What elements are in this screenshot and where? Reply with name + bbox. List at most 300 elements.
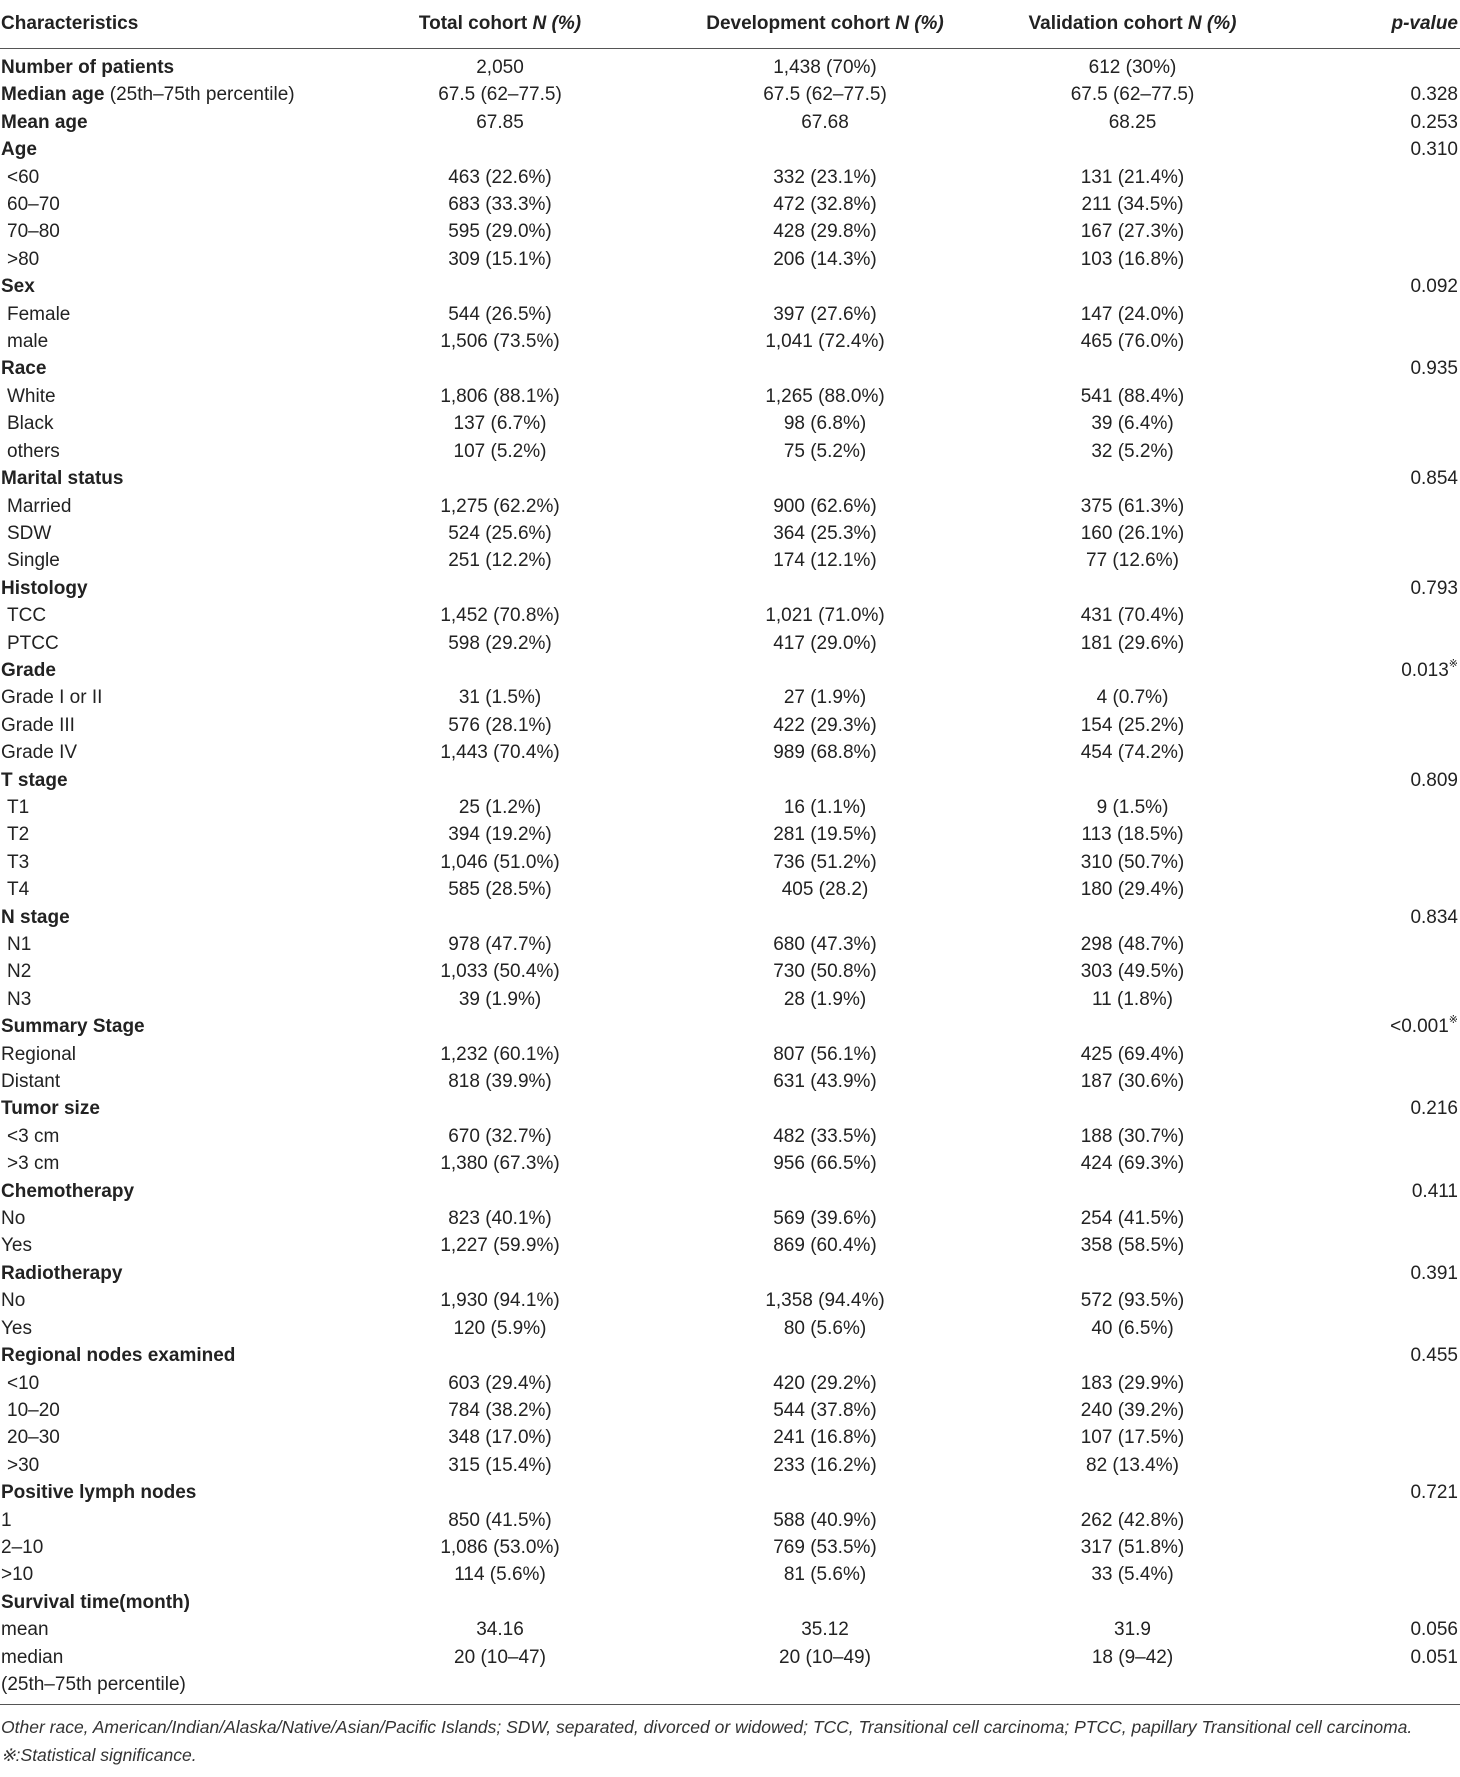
row-label: 20–30	[7, 1427, 60, 1449]
cell-validation	[970, 657, 1295, 684]
row-label: Age	[1, 139, 37, 161]
cell-development: 16 (1.1%)	[783, 796, 867, 818]
cell-validation: 68.25	[1108, 111, 1157, 133]
cell-total: 850 (41.5%)	[448, 1509, 552, 1531]
row-label: mean	[1, 1619, 49, 1641]
row-label: Chemotherapy	[1, 1180, 135, 1202]
table-row	[0, 191, 1460, 218]
cell-development: 730 (50.8%)	[773, 961, 877, 983]
table-row	[0, 575, 1460, 602]
cell-p-value	[1295, 958, 1460, 985]
table-row	[0, 273, 1460, 300]
row-label: No	[1, 1208, 26, 1230]
table-row	[0, 355, 1460, 382]
row-label: 1	[1, 1509, 12, 1531]
table-row	[0, 246, 1460, 273]
cell-validation: 131 (21.4%)	[1080, 166, 1185, 188]
cell-validation: 187 (30.6%)	[1080, 1071, 1185, 1093]
cell-p-value	[1295, 1561, 1460, 1588]
cell-p-value: 0.809	[1410, 769, 1458, 791]
cell-total	[320, 136, 680, 163]
cell-validation: 154 (25.2%)	[1080, 714, 1185, 736]
cell-p-value: 0.721	[1410, 1482, 1458, 1504]
table-row	[0, 794, 1460, 821]
cell-development: 206 (14.3%)	[773, 248, 877, 270]
cell-total: 20 (10–47)	[454, 1646, 546, 1668]
cell-validation: 240 (39.2%)	[1080, 1399, 1185, 1421]
cell-p-value: 0.216	[1410, 1098, 1458, 1120]
cell-validation: 103 (16.8%)	[1080, 248, 1185, 270]
cell-validation	[970, 136, 1295, 163]
cell-validation: 11 (1.8%)	[1092, 988, 1173, 1010]
cell-development: 417 (29.0%)	[773, 632, 877, 654]
cell-development	[680, 355, 970, 382]
cell-development	[680, 1260, 970, 1287]
row-label: T1	[7, 796, 30, 818]
row-label: 2–10	[1, 1536, 44, 1558]
cell-development: 35.12	[801, 1619, 849, 1641]
cell-validation: 358 (58.5%)	[1080, 1235, 1185, 1257]
row-label: <10	[7, 1372, 40, 1394]
row-label: Grade III	[1, 714, 75, 736]
table-row	[0, 630, 1460, 657]
cell-development: 27 (1.9%)	[783, 687, 867, 709]
cell-development: 869 (60.4%)	[773, 1235, 877, 1257]
cell-validation	[970, 1479, 1295, 1506]
row-label-note: (25th–75th percentile)	[109, 84, 295, 106]
row-label: >80	[7, 248, 40, 270]
table-row	[0, 1232, 1460, 1259]
cell-validation: 612 (30%)	[1088, 57, 1177, 78]
cell-p-value	[1295, 191, 1460, 218]
cell-development: 174 (12.1%)	[773, 550, 877, 572]
row-label: median (25th–75th percentile)	[0, 1644, 320, 1698]
row-label: Survival time(month)	[1, 1591, 190, 1613]
cell-p-value	[1295, 1507, 1460, 1534]
row-label: Regional	[1, 1043, 76, 1065]
row-label: Summary Stage	[1, 1016, 145, 1038]
cell-total: 1,033 (50.4%)	[440, 961, 560, 983]
cell-validation: 77 (12.6%)	[1086, 550, 1179, 572]
cell-total: 1,380 (67.3%)	[440, 1153, 560, 1175]
cell-p-value: 0.455	[1410, 1345, 1458, 1367]
cell-validation	[970, 904, 1295, 931]
cell-total: 120 (5.9%)	[453, 1317, 547, 1339]
cell-validation: 180 (29.4%)	[1080, 879, 1185, 901]
row-label: Histology	[1, 577, 88, 599]
row-label: Grade	[1, 659, 56, 681]
header-characteristics: Characteristics	[0, 0, 320, 49]
cell-development: 364 (25.3%)	[773, 522, 877, 544]
cell-validation: 375 (61.3%)	[1080, 495, 1185, 517]
cell-development	[680, 767, 970, 794]
cell-total: 34.16	[476, 1619, 524, 1641]
row-label: Radiotherapy	[1, 1262, 123, 1284]
cell-p-value	[1295, 684, 1460, 711]
cell-p-value	[1295, 164, 1460, 191]
cell-p-value	[1295, 1370, 1460, 1397]
cell-p-value	[1295, 438, 1460, 465]
cell-validation: 425 (69.4%)	[1080, 1043, 1185, 1065]
row-label: Black	[7, 413, 54, 435]
table-row	[0, 904, 1460, 931]
cell-validation: 424 (69.3%)	[1080, 1153, 1185, 1175]
cell-total: 251 (12.2%)	[448, 550, 552, 572]
cell-development: 405 (28.2)	[781, 879, 869, 901]
table-row	[0, 1534, 1460, 1561]
table-row	[0, 520, 1460, 547]
cell-development: 67.5 (62–77.5)	[763, 84, 887, 106]
cell-validation: 465 (76.0%)	[1080, 331, 1185, 353]
cell-p-value: 0.051	[1410, 1646, 1458, 1668]
cell-p-value	[1295, 1424, 1460, 1451]
cell-total: 394 (19.2%)	[448, 824, 552, 846]
table-row	[0, 1287, 1460, 1314]
table-row	[0, 739, 1460, 766]
cell-validation: 572 (93.5%)	[1080, 1290, 1185, 1312]
cell-p-value: 0.391	[1410, 1262, 1458, 1284]
cell-development	[680, 1479, 970, 1506]
row-label-continuation: (25th–75th percentile)	[1, 1673, 186, 1695]
cell-validation: 31.9	[1114, 1619, 1151, 1641]
table-row	[0, 218, 1460, 245]
cell-development: 422 (29.3%)	[773, 714, 877, 736]
table-row	[0, 602, 1460, 629]
cell-total	[320, 1589, 680, 1616]
table-row	[0, 931, 1460, 958]
cell-p-value	[1295, 1397, 1460, 1424]
row-label: Single	[7, 550, 60, 572]
cell-total: 315 (15.4%)	[448, 1454, 552, 1476]
cell-development: 1,041 (72.4%)	[765, 331, 885, 353]
row-label: Sex	[1, 276, 35, 298]
cell-total: 309 (15.1%)	[448, 248, 552, 270]
cell-total	[320, 465, 680, 492]
cell-p-value: 0.854	[1410, 468, 1458, 490]
cell-p-value	[1295, 547, 1460, 574]
cell-total: 576 (28.1%)	[448, 714, 552, 736]
cell-development: 241 (16.8%)	[773, 1427, 877, 1449]
cell-p-value: 0.092	[1410, 276, 1458, 298]
cell-p-value	[1295, 1287, 1460, 1314]
table-row	[0, 49, 1460, 82]
cell-validation: 303 (49.5%)	[1080, 961, 1185, 983]
cell-development: 1,438 (70%)	[773, 57, 877, 78]
cell-p-value	[1295, 849, 1460, 876]
cell-development: 75 (5.2%)	[783, 440, 867, 462]
cell-total	[320, 1260, 680, 1287]
cell-p-value	[1295, 328, 1460, 355]
cell-development: 420 (29.2%)	[773, 1372, 877, 1394]
row-label: Marital status	[1, 468, 124, 490]
cell-total	[320, 355, 680, 382]
row-label: 10–20	[7, 1399, 60, 1421]
table-row	[0, 1507, 1460, 1534]
cell-development: 588 (40.9%)	[773, 1509, 877, 1531]
cell-p-value: 0.834	[1410, 906, 1458, 928]
cell-total: 818 (39.9%)	[448, 1071, 552, 1093]
cell-development	[680, 1342, 970, 1369]
table-row	[0, 1260, 1460, 1287]
cell-development: 807 (56.1%)	[773, 1043, 877, 1065]
table-row	[0, 1041, 1460, 1068]
row-label: others	[7, 440, 60, 462]
cell-p-value	[1295, 1068, 1460, 1095]
cell-p-value: <0.001※	[1390, 1014, 1458, 1038]
row-label: Yes	[1, 1317, 32, 1339]
cell-total: 107 (5.2%)	[453, 440, 547, 462]
cell-total: 67.85	[476, 111, 524, 133]
table-row	[0, 1561, 1460, 1588]
row-label: Regional nodes examined	[1, 1345, 236, 1367]
row-label: N3	[7, 988, 32, 1010]
cell-development	[680, 904, 970, 931]
cell-validation: 541 (88.4%)	[1080, 385, 1185, 407]
row-label: Mean age	[1, 111, 88, 133]
table-row	[0, 328, 1460, 355]
cell-p-value	[1295, 49, 1460, 82]
cell-development: 428 (29.8%)	[773, 221, 877, 243]
cell-total: 67.5 (62–77.5)	[438, 84, 562, 106]
cell-total: 585 (28.5%)	[448, 879, 552, 901]
row-label: Married	[7, 495, 72, 517]
row-label: >3 cm	[7, 1153, 60, 1175]
cell-validation	[970, 1342, 1295, 1369]
table-row	[0, 1342, 1460, 1369]
table-row	[0, 821, 1460, 848]
cell-validation: 32 (5.2%)	[1091, 440, 1174, 462]
cell-total: 978 (47.7%)	[448, 934, 552, 955]
cell-validation: 9 (1.5%)	[1096, 796, 1169, 818]
cell-development: 20 (10–49)	[779, 1646, 871, 1668]
cell-validation: 4 (0.7%)	[1096, 687, 1169, 709]
cell-validation	[970, 355, 1295, 382]
row-label: T4	[7, 879, 30, 901]
table-row	[0, 438, 1460, 465]
footnote-significance: ※:Statistical significance.	[1, 1744, 197, 1765]
cell-validation: 431 (70.4%)	[1080, 605, 1185, 627]
cell-validation: 147 (24.0%)	[1080, 303, 1185, 325]
cell-development: 631 (43.9%)	[773, 1071, 877, 1093]
cell-validation	[970, 465, 1295, 492]
cell-p-value	[1295, 1150, 1460, 1177]
table-row	[0, 164, 1460, 191]
header-validation-cohort: Validation cohort N (%)	[970, 0, 1295, 49]
cell-p-value	[1295, 1589, 1460, 1616]
cell-total: 670 (32.7%)	[448, 1125, 552, 1147]
cell-total: 1,443 (70.4%)	[440, 742, 560, 764]
cell-total: 1,086 (53.0%)	[440, 1536, 560, 1558]
cell-development	[680, 1178, 970, 1205]
table-row	[0, 876, 1460, 903]
table-row	[0, 1123, 1460, 1150]
table-row	[0, 1205, 1460, 1232]
cell-p-value: 0.328	[1410, 84, 1458, 106]
cell-total	[320, 1479, 680, 1506]
cell-total: 31 (1.5%)	[458, 687, 542, 709]
cell-validation: 188 (30.7%)	[1080, 1125, 1185, 1147]
cell-total: 1,275 (62.2%)	[440, 495, 560, 517]
row-label: >10	[1, 1564, 34, 1586]
cell-development: 281 (19.5%)	[773, 824, 877, 846]
table-row	[0, 1150, 1460, 1177]
cell-validation: 82 (13.4%)	[1086, 1454, 1179, 1476]
cell-p-value	[1295, 1232, 1460, 1259]
cell-total: 463 (22.6%)	[448, 166, 552, 188]
cell-total	[320, 657, 680, 684]
cell-validation: 181 (29.6%)	[1080, 632, 1185, 654]
table-row	[0, 849, 1460, 876]
table-row	[0, 712, 1460, 739]
table-row	[0, 1068, 1460, 1095]
table-row	[0, 986, 1460, 1013]
table-row	[0, 1370, 1460, 1397]
cell-p-value	[1295, 218, 1460, 245]
cell-development	[680, 465, 970, 492]
cell-p-value	[1295, 383, 1460, 410]
cell-total: 544 (26.5%)	[448, 303, 552, 325]
row-label: T2	[7, 824, 30, 846]
significance-mark: ※	[1448, 657, 1458, 670]
row-label: <60	[7, 166, 40, 188]
cell-validation: 167 (27.3%)	[1080, 221, 1185, 243]
cell-p-value	[1295, 931, 1460, 958]
cell-development: 1,358 (94.4%)	[765, 1290, 885, 1312]
row-label: T3	[7, 851, 30, 873]
cell-p-value	[1295, 876, 1460, 903]
table-row	[0, 1095, 1460, 1122]
table-row	[0, 410, 1460, 437]
cell-validation	[970, 767, 1295, 794]
cell-total: 784 (38.2%)	[448, 1399, 552, 1421]
cell-development: 680 (47.3%)	[773, 934, 877, 955]
row-label: N2	[7, 961, 32, 983]
cell-p-value: 0.310	[1410, 139, 1458, 161]
cell-p-value	[1295, 246, 1460, 273]
cell-p-value	[1295, 1205, 1460, 1232]
row-label: PTCC	[7, 632, 59, 654]
cell-p-value: 0.793	[1410, 577, 1458, 599]
cell-development: 67.68	[801, 111, 849, 133]
table-row	[0, 301, 1460, 328]
cell-development: 736 (51.2%)	[773, 851, 877, 873]
table-row	[0, 1616, 1460, 1643]
cell-development: 482 (33.5%)	[773, 1125, 877, 1147]
cell-total	[320, 1342, 680, 1369]
cell-p-value	[1295, 602, 1460, 629]
header-total-cohort: Total cohort N (%)	[320, 0, 680, 49]
table-row	[0, 1452, 1460, 1479]
cell-validation: 298 (48.7%)	[1080, 934, 1185, 955]
cell-development	[680, 1095, 970, 1122]
row-label: Yes	[1, 1235, 32, 1257]
row-label: T stage	[1, 769, 68, 791]
cell-development: 332 (23.1%)	[773, 166, 877, 188]
table-row	[0, 1013, 1460, 1040]
row-label: >30	[7, 1454, 40, 1476]
cell-total: 39 (1.9%)	[458, 988, 542, 1010]
cell-p-value: 0.411	[1411, 1180, 1458, 1202]
cell-validation: 40 (6.5%)	[1091, 1317, 1174, 1339]
row-label: N stage	[1, 906, 70, 928]
cell-total: 683 (33.3%)	[448, 194, 552, 216]
cell-total	[320, 1095, 680, 1122]
cell-total: 1,227 (59.9%)	[440, 1235, 560, 1257]
row-label: male	[7, 331, 49, 353]
table-row	[0, 1589, 1460, 1616]
significance-mark: ※	[1448, 1014, 1458, 1027]
cell-p-value	[1295, 520, 1460, 547]
row-label: White	[7, 385, 56, 407]
cell-validation	[970, 1178, 1295, 1205]
cell-p-value	[1295, 1123, 1460, 1150]
cell-development: 81 (5.6%)	[783, 1564, 867, 1586]
row-label: 70–80	[7, 221, 60, 243]
cell-validation: 211 (34.5%)	[1081, 194, 1184, 216]
table-row	[0, 109, 1460, 136]
cell-total: 1,046 (51.0%)	[440, 851, 560, 873]
cell-validation: 39 (6.4%)	[1091, 413, 1174, 435]
row-label: Number of patients	[1, 57, 175, 78]
row-label: Tumor size	[1, 1098, 100, 1120]
row-label: N1	[7, 934, 32, 955]
table-row	[0, 684, 1460, 711]
cell-p-value	[1295, 1315, 1460, 1342]
cell-p-value	[1295, 821, 1460, 848]
table-row	[0, 1397, 1460, 1424]
table-row	[0, 1479, 1460, 1506]
cell-development: 1,021 (71.0%)	[765, 605, 885, 627]
row-label: Race	[1, 358, 47, 380]
cell-p-value	[1295, 301, 1460, 328]
table-row	[0, 657, 1460, 684]
cell-total	[320, 575, 680, 602]
cell-total: 137 (6.7%)	[453, 413, 547, 435]
cell-p-value	[1295, 493, 1460, 520]
cell-p-value	[1295, 712, 1460, 739]
cell-validation: 18 (9–42)	[1091, 1646, 1174, 1668]
cell-total: 603 (29.4%)	[448, 1372, 552, 1394]
table-body	[0, 49, 1460, 1698]
cell-p-value	[1295, 410, 1460, 437]
cell-p-value: 0.056	[1410, 1619, 1458, 1641]
cell-p-value	[1295, 630, 1460, 657]
cell-development	[680, 273, 970, 300]
cell-total: 1,232 (60.1%)	[440, 1043, 560, 1065]
table-row	[0, 1178, 1460, 1205]
cell-p-value	[1295, 1452, 1460, 1479]
table-row	[0, 547, 1460, 574]
cell-p-value: 0.253	[1410, 111, 1458, 133]
cell-p-value: 0.013※	[1401, 657, 1458, 681]
row-label: Grade I or II	[1, 687, 103, 709]
cell-p-value	[1295, 794, 1460, 821]
cell-development: 98 (6.8%)	[783, 413, 867, 435]
cell-validation: 317 (51.8%)	[1080, 1536, 1185, 1558]
cell-total: 2,050	[476, 57, 524, 78]
cell-total	[320, 904, 680, 931]
footnote-abbreviations: Other race, American/Indian/Alaska/Native/Asian/Pacific Islands; SDW, separated, divorced or widowed; TCC, Transitional cell carcinoma; PTCC, papillary Transitional cell carcinoma.	[1, 1716, 1413, 1737]
table-header-row	[0, 0, 1460, 49]
table-row	[0, 136, 1460, 163]
cell-total: 524 (25.6%)	[448, 522, 552, 544]
row-label: Female	[7, 303, 71, 325]
cell-total: 1,806 (88.1%)	[440, 385, 560, 407]
cell-validation	[970, 273, 1295, 300]
cell-development	[680, 1013, 970, 1040]
cell-development: 544 (37.8%)	[773, 1399, 877, 1421]
cell-development: 569 (39.6%)	[773, 1208, 877, 1230]
